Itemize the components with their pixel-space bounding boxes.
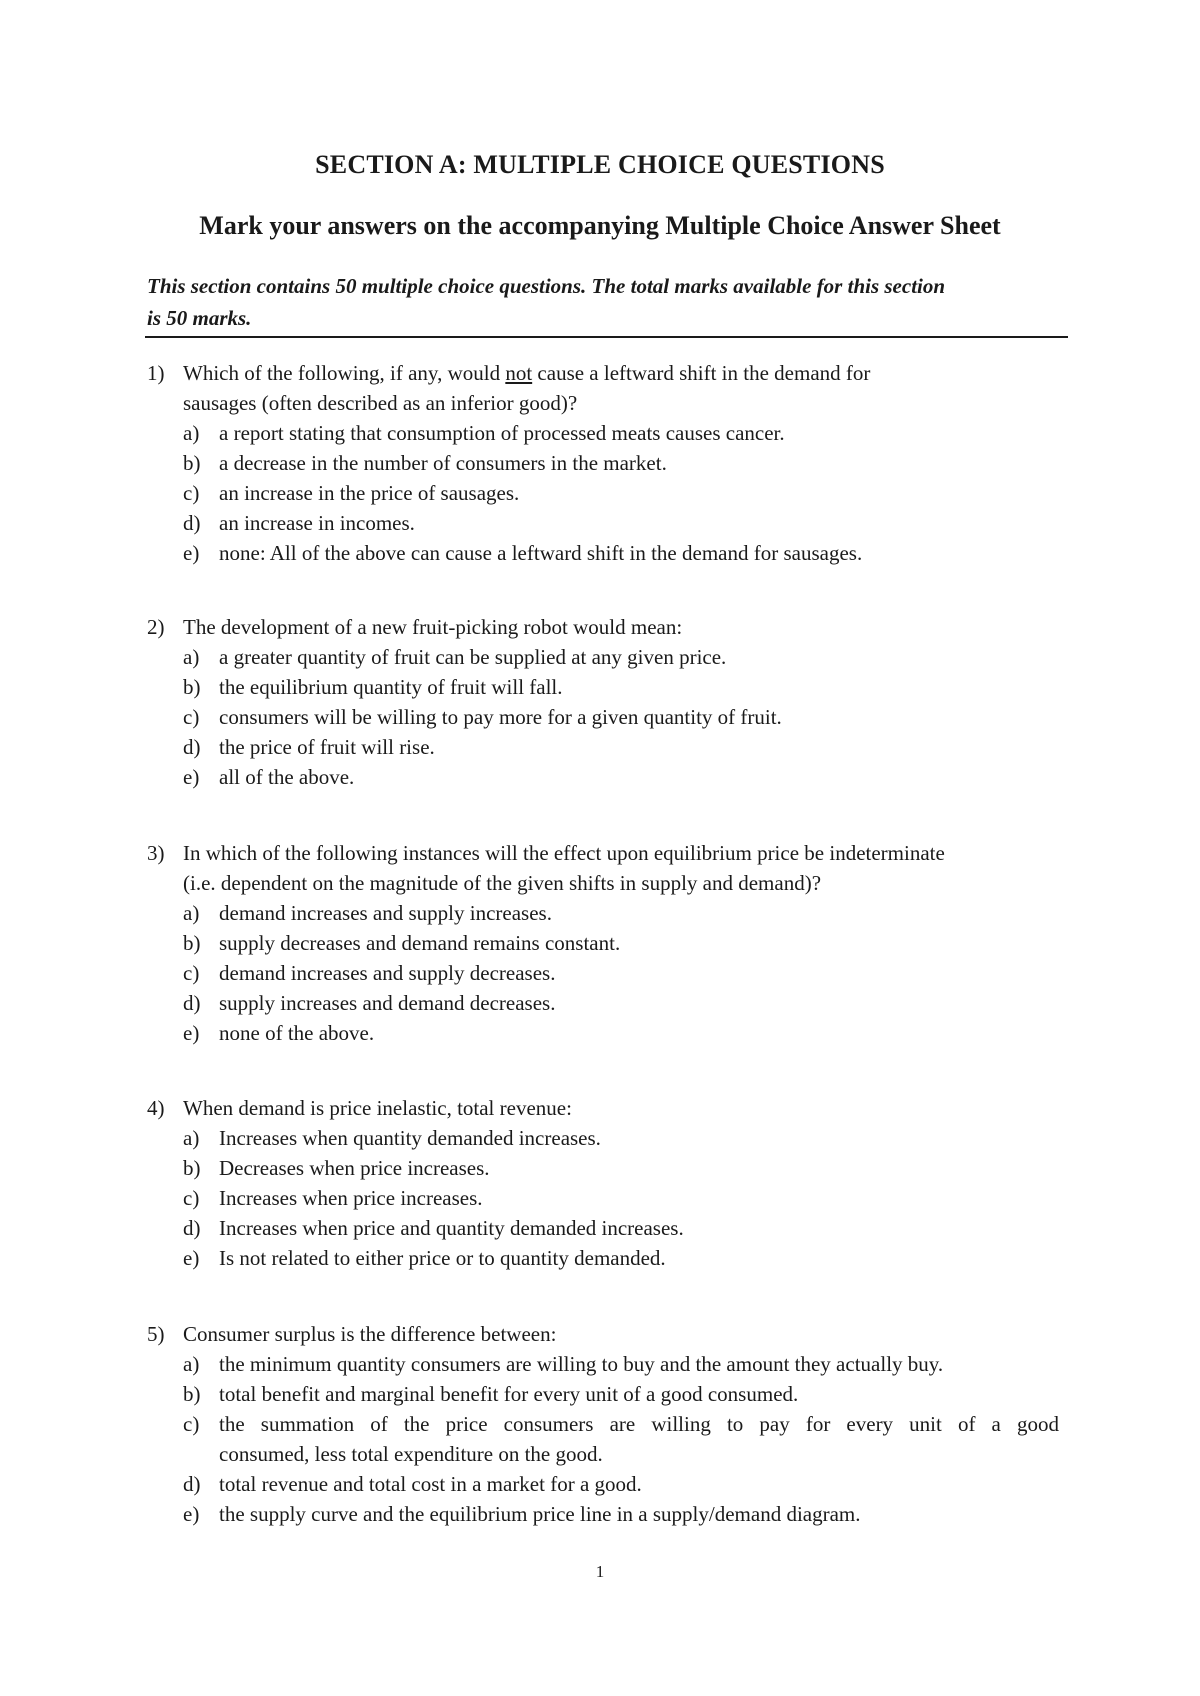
question-stem-line-2: sausages (often described as an inferior good)? bbox=[183, 391, 578, 415]
option-text: an increase in the price of sausages. bbox=[219, 481, 520, 505]
section-subtitle: Mark your answers on the accompanying Multiple Choice Answer Sheet bbox=[199, 211, 1001, 240]
option-letter: c) bbox=[183, 961, 200, 985]
option-text: total benefit and marginal benefit for every unit of a good consumed. bbox=[219, 1382, 799, 1406]
stem-text: cause a leftward shift in the demand for bbox=[532, 361, 871, 385]
stem-underlined-word: not bbox=[505, 361, 533, 385]
question-stem: In which of the following instances will the effect upon equilibrium price be indeterminate bbox=[183, 841, 945, 865]
option-letter: a) bbox=[183, 1352, 200, 1376]
option-letter: a) bbox=[183, 901, 200, 925]
option-letter: d) bbox=[183, 991, 201, 1015]
question-stem-line-2: (i.e. dependent on the magnitude of the given shifts in supply and demand)? bbox=[183, 871, 822, 895]
instructions-line-2: is 50 marks. bbox=[147, 306, 252, 330]
option-letter: a) bbox=[183, 1126, 200, 1150]
option-text: all of the above. bbox=[219, 765, 355, 789]
question-number: 1) bbox=[147, 361, 165, 385]
option-letter: a) bbox=[183, 645, 200, 669]
option-letter: a) bbox=[183, 421, 200, 445]
section-title: SECTION A: MULTIPLE CHOICE QUESTIONS bbox=[315, 150, 885, 179]
option-text: Decreases when price increases. bbox=[219, 1156, 490, 1180]
option-letter: e) bbox=[183, 1246, 200, 1270]
question-number: 5) bbox=[147, 1322, 165, 1346]
option-letter: e) bbox=[183, 765, 200, 789]
option-text: an increase in incomes. bbox=[219, 511, 415, 535]
option-letter: c) bbox=[183, 1186, 200, 1210]
option-letter: e) bbox=[183, 1502, 200, 1526]
option-letter: d) bbox=[183, 1216, 201, 1240]
option-text: the minimum quantity consumers are willing to buy and the amount they actually buy. bbox=[219, 1352, 944, 1376]
question-number: 4) bbox=[147, 1096, 165, 1120]
option-text: demand increases and supply increases. bbox=[219, 901, 552, 925]
option-text: the supply curve and the equilibrium price line in a supply/demand diagram. bbox=[219, 1502, 861, 1526]
option-text: Increases when price increases. bbox=[219, 1186, 483, 1210]
question-stem: The development of a new fruit-picking robot would mean: bbox=[183, 615, 683, 639]
option-letter: b) bbox=[183, 1382, 201, 1406]
option-letter: e) bbox=[183, 541, 200, 565]
question-stem: Consumer surplus is the difference between: bbox=[183, 1322, 557, 1346]
option-letter: c) bbox=[183, 705, 200, 729]
option-letter: c) bbox=[183, 481, 200, 505]
question-number: 3) bbox=[147, 841, 165, 865]
section-divider bbox=[145, 336, 1068, 338]
option-text-line-2: consumed, less total expenditure on the good. bbox=[219, 1442, 603, 1466]
section-instructions bbox=[147, 270, 1067, 334]
option-text: total revenue and total cost in a market for a good. bbox=[219, 1472, 642, 1496]
instructions-line-1: This section contains 50 multiple choice questions. The total marks available for this section bbox=[147, 274, 946, 298]
option-text: a decrease in the number of consumers in the market. bbox=[219, 451, 667, 475]
option-letter: d) bbox=[183, 511, 201, 535]
option-letter: c) bbox=[183, 1412, 200, 1436]
option-text: consumers will be willing to pay more for a given quantity of fruit. bbox=[219, 705, 782, 729]
option-text: the price of fruit will rise. bbox=[219, 735, 435, 759]
option-letter: b) bbox=[183, 931, 201, 955]
option-text: supply decreases and demand remains constant. bbox=[219, 931, 621, 955]
option-text: a report stating that consumption of processed meats causes cancer. bbox=[219, 421, 785, 445]
option-text: demand increases and supply decreases. bbox=[219, 961, 556, 985]
option-letter: b) bbox=[183, 1156, 201, 1180]
option-text: supply increases and demand decreases. bbox=[219, 991, 556, 1015]
page-number: 1 bbox=[595, 1562, 605, 1581]
option-text: a greater quantity of fruit can be supplied at any given price. bbox=[219, 645, 727, 669]
option-text: the equilibrium quantity of fruit will fall. bbox=[219, 675, 563, 699]
question-stem bbox=[183, 360, 870, 386]
option-letter: d) bbox=[183, 735, 201, 759]
option-letter: b) bbox=[183, 451, 201, 475]
option-letter: e) bbox=[183, 1021, 200, 1045]
question-stem: When demand is price inelastic, total revenue: bbox=[183, 1096, 572, 1120]
option-text: the summation of the price consumers are willing to pay for every unit of a good bbox=[219, 1412, 1059, 1436]
stem-text: Which of the following, if any, would bbox=[183, 361, 506, 385]
option-text: none: All of the above can cause a leftward shift in the demand for sausages. bbox=[219, 541, 863, 565]
option-text: Increases when price and quantity demanded increases. bbox=[219, 1216, 684, 1240]
question-number: 2) bbox=[147, 615, 165, 639]
option-text: none of the above. bbox=[219, 1021, 375, 1045]
option-letter: b) bbox=[183, 675, 201, 699]
option-text: Increases when quantity demanded increases. bbox=[219, 1126, 601, 1150]
option-text: Is not related to either price or to quantity demanded. bbox=[219, 1246, 666, 1270]
option-letter: d) bbox=[183, 1472, 201, 1496]
